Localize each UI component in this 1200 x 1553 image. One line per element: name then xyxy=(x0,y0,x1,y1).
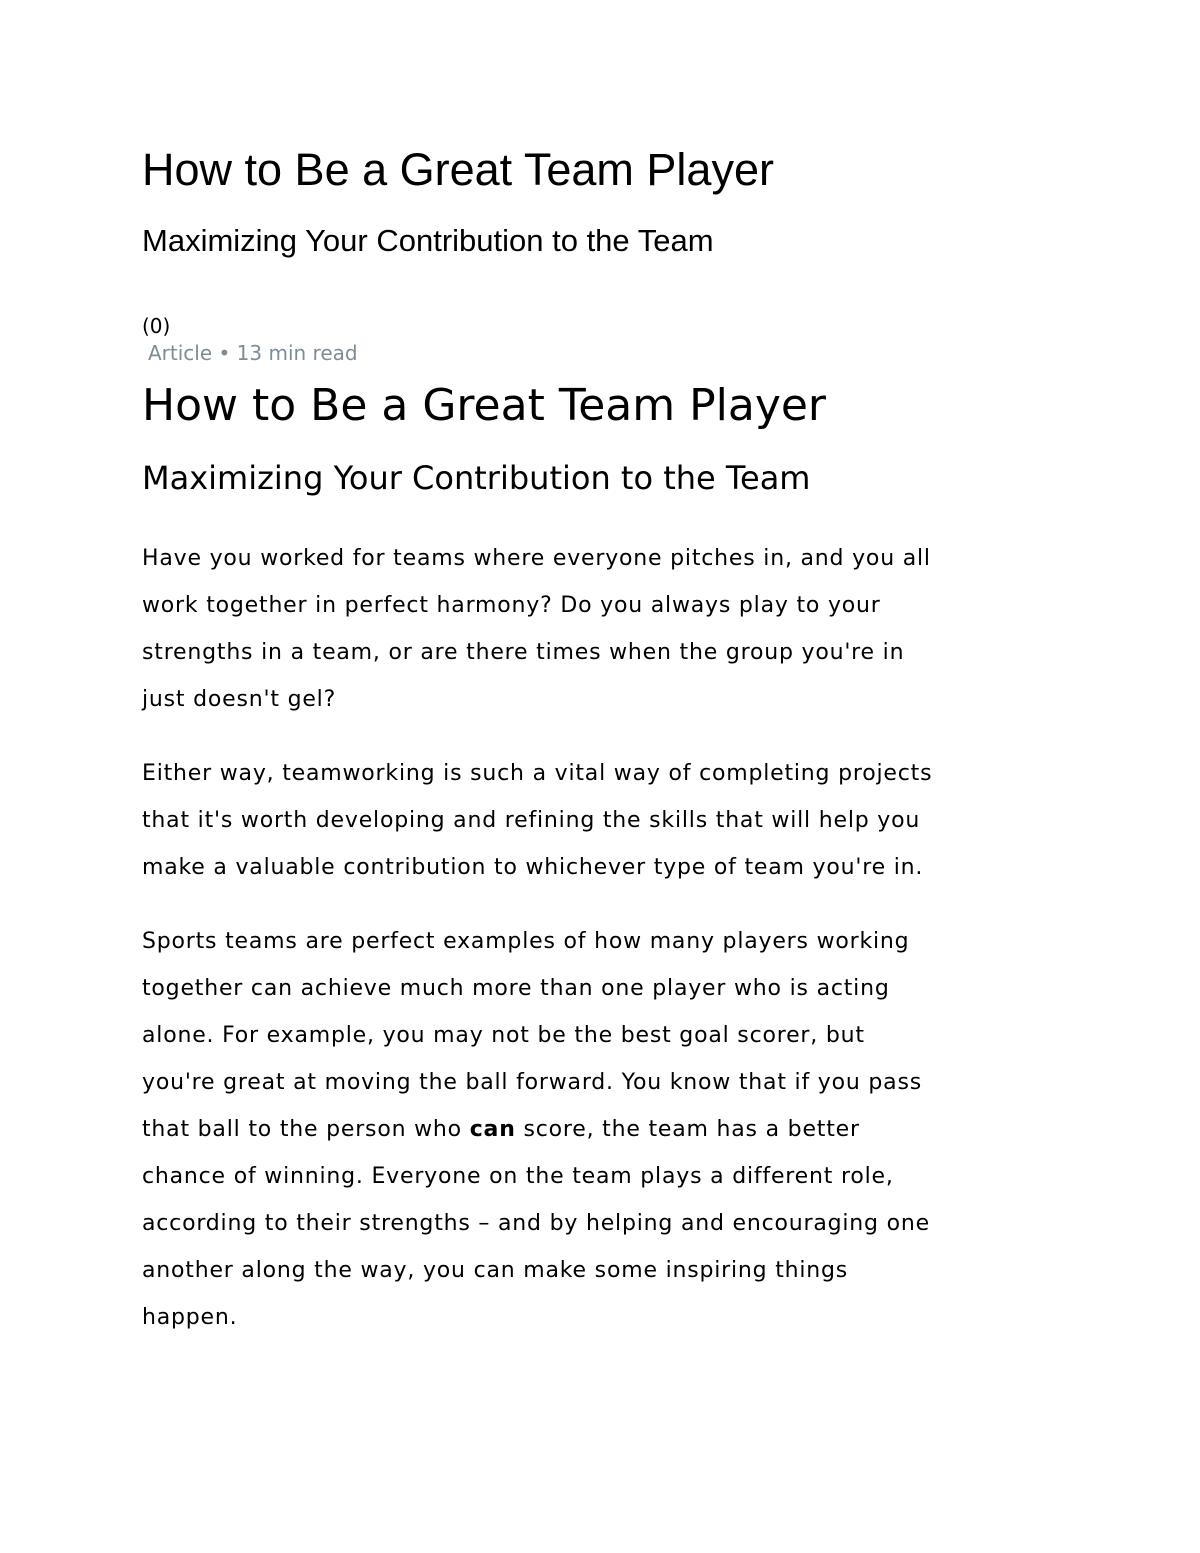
text-line: strengths in a team, or are there times when the group you're in xyxy=(142,640,905,665)
header-subtitle: Maximizing Your Contribution to the Team xyxy=(142,223,714,258)
article-body xyxy=(142,535,1062,1368)
paragraph-3 xyxy=(142,918,1062,1341)
article-title: How to Be a Great Team Player xyxy=(142,380,827,431)
text-line: chance of winning. Everyone on the team plays a different role, xyxy=(142,1164,894,1189)
text-line: Have you worked for teams where everyone pitches in, and you all xyxy=(142,546,931,571)
bold-text: can xyxy=(469,1117,516,1142)
text-line: happen. xyxy=(142,1305,238,1330)
text-line: Sports teams are perfect examples of how many players working xyxy=(142,929,910,954)
text-line: just doesn't gel? xyxy=(142,687,337,712)
paragraph-1 xyxy=(142,535,1062,723)
header-title: How to Be a Great Team Player xyxy=(142,144,774,195)
text-line: make a valuable contribution to whichever type of team you're in. xyxy=(142,855,924,880)
article-subtitle: Maximizing Your Contribution to the Team xyxy=(142,459,811,497)
text-line: you're great at moving the ball forward. You know that if you pass xyxy=(142,1070,922,1095)
text-line: according to their strengths – and by helping and encouraging one xyxy=(142,1211,930,1236)
text-line: work together in perfect harmony? Do you always play to your xyxy=(142,593,881,618)
text-line: another along the way, you can make some inspiring things xyxy=(142,1258,849,1283)
text-run: that ball to the person who xyxy=(142,1117,470,1142)
text-line: Either way, teamworking is such a vital way of completing projects xyxy=(142,761,933,786)
article-meta: Article • 13 min read xyxy=(148,341,358,365)
text-line-emphasis xyxy=(142,1106,1062,1153)
rating-count: (0) xyxy=(142,314,171,338)
text-line: that it's worth developing and refining the skills that will help you xyxy=(142,808,921,833)
text-run: score, the team has a better xyxy=(515,1117,860,1142)
paragraph-2 xyxy=(142,750,1062,891)
text-line: alone. For example, you may not be the best goal scorer, but xyxy=(142,1023,865,1048)
text-line: together can achieve much more than one player who is acting xyxy=(142,976,890,1001)
